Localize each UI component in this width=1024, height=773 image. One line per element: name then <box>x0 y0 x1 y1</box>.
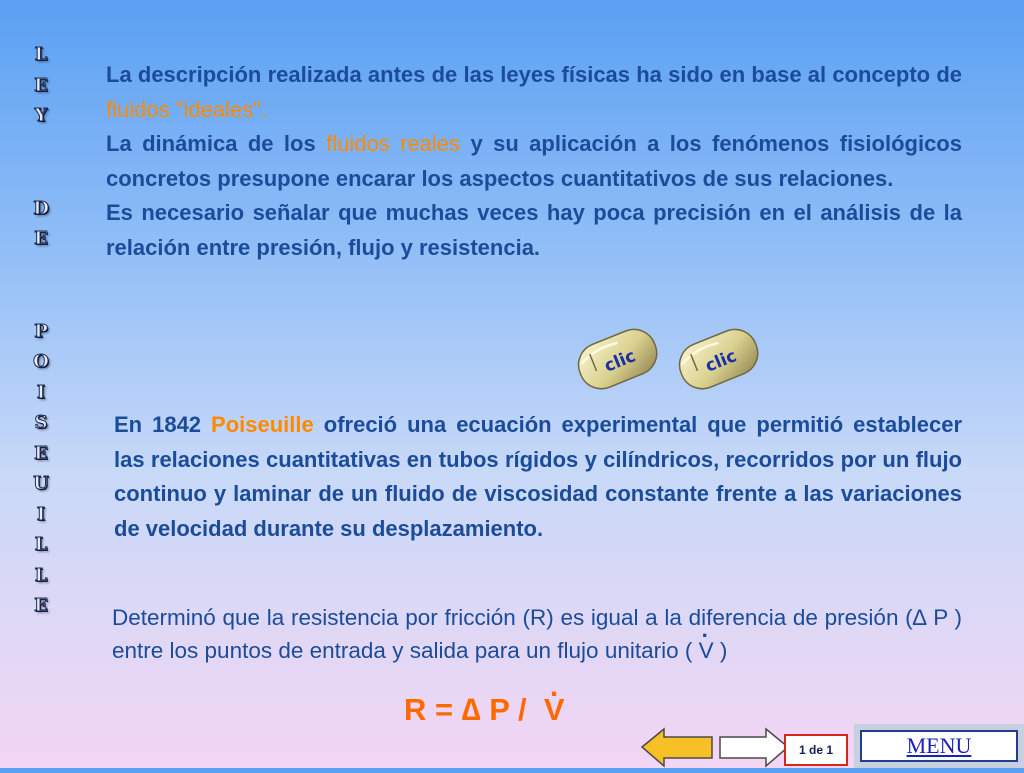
title-letter: L <box>34 564 48 586</box>
resistance-text-a: Determinó que la resistencia por fricción (R) es igual a la diferencia de presión ( <box>112 605 913 630</box>
title-letter: Y <box>34 105 48 126</box>
poiseuille-text-a: En 1842 <box>114 412 212 437</box>
intro-sentence-1: La descripción realizada antes de las leyes físicas ha sido en base al concepto de <box>106 62 962 87</box>
title-letter: I <box>36 381 46 403</box>
flow-symbol-v: . V <box>699 635 714 668</box>
resistance-text-b: P ) entre los puntos de entrada y salida para un flujo unitario ( <box>112 605 963 663</box>
title-letter: D <box>33 197 49 219</box>
resistance-text-c: ) <box>713 637 728 663</box>
title-letter: L <box>34 534 48 555</box>
vertical-title-word-de <box>33 194 49 255</box>
vertical-title-word-ley <box>34 40 48 132</box>
click-button-label: clic <box>702 346 740 377</box>
title-letter: E <box>34 442 48 464</box>
mouse-icon <box>673 322 765 398</box>
click-button-1[interactable] <box>572 322 664 403</box>
formula-flow-v: . V <box>544 692 565 728</box>
next-button[interactable] <box>718 727 790 773</box>
vertical-title-word-poiseuille <box>33 317 49 622</box>
mouse-icon <box>572 322 664 398</box>
poiseuille-paragraph <box>114 408 962 546</box>
intro-sentence-3: Es necesario señalar que muchas veces hay poca precisión en el análisis de la relación entre presión, flujo y resistencia. <box>106 200 962 260</box>
title-letter: E <box>34 595 48 616</box>
poiseuille-text-b: ofreció una ecuación experimental que permitió establecer las relaciones cuantitativas en tubos rígidos y cilíndricos, recorridos por un flujo continuo y laminar de un fluido de viscosidad constante frente a las variaciones de velocidad durante su desplazamiento. <box>114 412 963 541</box>
click-button-label: clic <box>601 346 639 377</box>
formula-delta: ∆ <box>461 692 481 727</box>
title-letter: U <box>33 473 49 494</box>
formula-left: R = <box>404 692 462 727</box>
title-letter: L <box>34 44 48 65</box>
vertical-title <box>24 40 58 684</box>
real-fluids-highlight: fluidos reales <box>326 131 461 156</box>
poiseuille-formula <box>404 692 565 728</box>
title-letter: I <box>36 503 46 525</box>
intro-sentence-2b: y su aplicación a los fenómenos fisiológicos concretos presupone encarar los aspectos cuantitativos de sus relaciones. <box>106 131 962 191</box>
page-indicator: 1 de 1 <box>784 734 848 766</box>
title-letter: P <box>34 320 48 342</box>
previous-button[interactable] <box>640 727 714 773</box>
title-letter: O <box>33 351 49 372</box>
intro-sentence-2a: La dinámica de los <box>106 131 327 156</box>
ideal-fluids-highlight: fluidos "ideales". <box>106 96 268 122</box>
arrow-left-icon <box>640 727 714 768</box>
click-button-2[interactable] <box>673 322 765 403</box>
title-letter: E <box>34 74 48 96</box>
arrow-right-icon <box>718 727 790 768</box>
resistance-paragraph <box>112 602 962 667</box>
formula-mid: P / <box>480 692 544 727</box>
menu-link[interactable]: MENU <box>860 730 1018 762</box>
menu-button[interactable] <box>854 724 1024 768</box>
poiseuille-name-highlight: Poiseuille <box>211 412 314 437</box>
intro-paragraph <box>106 58 962 265</box>
title-letter: S <box>34 412 48 433</box>
delta-symbol: ∆ <box>912 605 927 630</box>
title-letter: E <box>34 228 48 249</box>
